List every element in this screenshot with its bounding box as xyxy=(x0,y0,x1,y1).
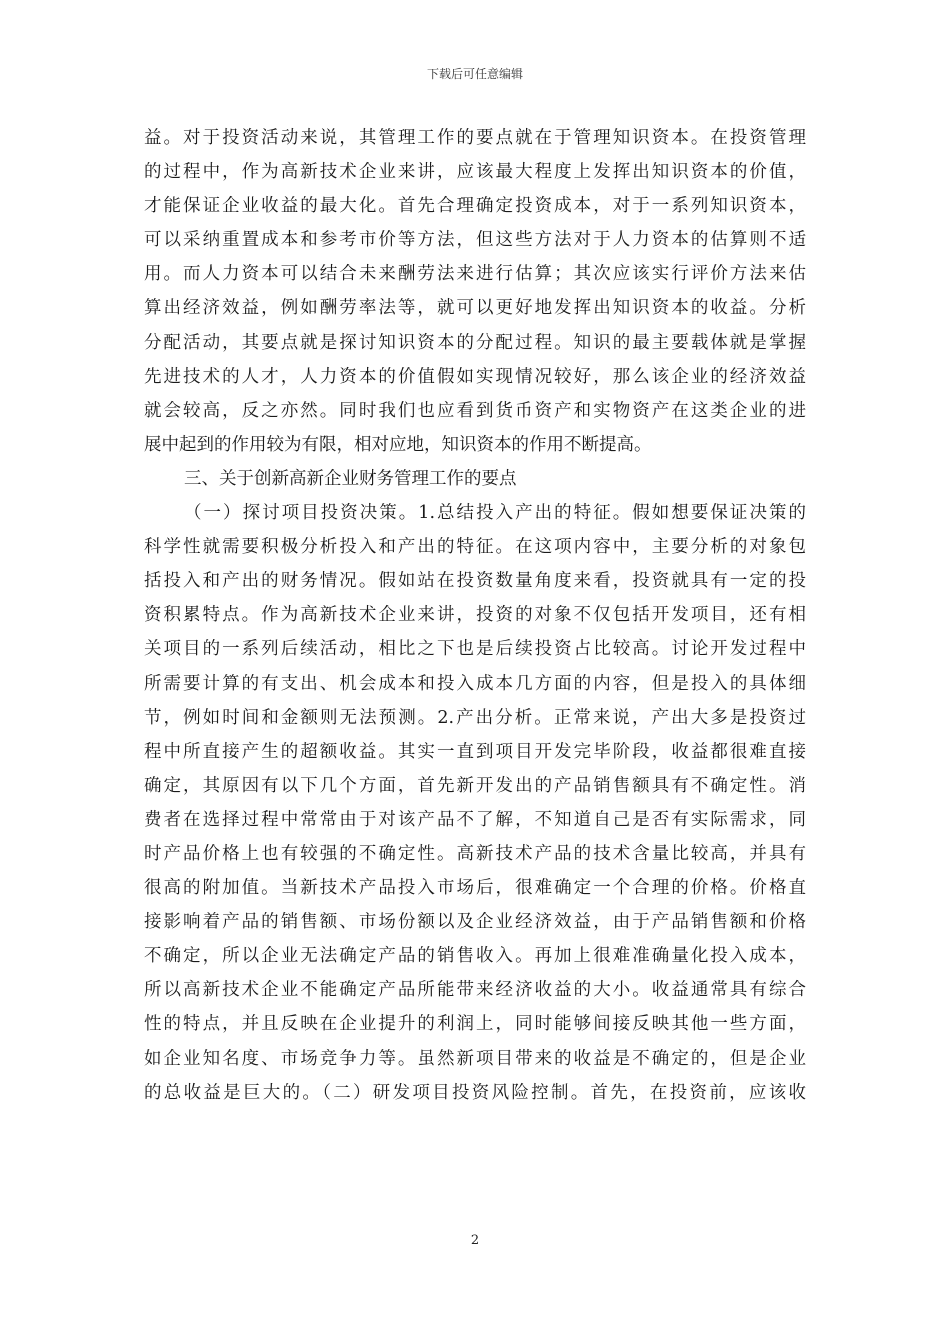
page-header: 下载后可任意编辑 xyxy=(426,67,523,81)
section-heading xyxy=(144,462,806,496)
text-line: 性的特点，并且反映在企业提升的利润上，同时能够间接反映其他一些方面， xyxy=(144,1014,806,1035)
text-line: 的过程中，作为高新技术企业来讲，应该最大程度上发挥出知识资本的价值， xyxy=(144,162,806,183)
text-line: 括投入和产出的财务情况。假如站在投资数量角度来看，投资就具有一定的投 xyxy=(144,571,806,592)
text-line: 的总收益是巨大的。（二）研发项目投资风险控制。首先，在投资前，应该收 xyxy=(144,1082,806,1103)
text-line: 很高的附加值。当新技术产品投入市场后，很难确定一个合理的价格。价格直 xyxy=(144,878,806,899)
body-text xyxy=(144,121,806,1110)
text-line: 资积累特点。作为高新技术企业来讲，投资的对象不仅包括开发项目，还有相 xyxy=(144,605,806,626)
text-line: 如企业知名度、市场竞争力等。虽然新项目带来的收益是不确定的，但是企业 xyxy=(144,1048,806,1069)
text-line: 就会较高，反之亦然。同时我们也应看到货币资产和实物资产在这类企业的进 xyxy=(144,400,806,421)
text-line: 展中起到的作用较为有限，相对应地，知识资本的作用不断提高。 xyxy=(144,434,652,455)
text-line: 科学性就需要积极分析投入和产出的特征。在这项内容中，主要分析的对象包 xyxy=(144,537,806,558)
text-line: 所以高新技术企业不能确定产品所能带来经济收益的大小。收益通常具有综合 xyxy=(144,980,806,1001)
text-line: 先进技术的人才，人力资本的价值假如实现情况较好，那么该企业的经济效益 xyxy=(144,366,806,387)
text-line: 不确定，所以企业无法确定产品的销售收入。再加上很难准确量化投入成本， xyxy=(144,946,806,967)
text-line: 所需要计算的有支出、机会成本和投入成本几方面的内容，但是投入的具体细 xyxy=(144,673,806,694)
paragraph-knowledge-capital xyxy=(144,121,806,462)
text-line: 费者在选择过程中常常由于对该产品不了解，不知道自己是否有实际需求，同 xyxy=(144,809,806,830)
text-line: 益。对于投资活动来说，其管理工作的要点就在于管理知识资本。在投资管理 xyxy=(144,128,806,148)
text-line: 才能保证企业收益的最大化。首先合理确定投资成本，对于一系列知识资本， xyxy=(144,196,806,217)
text-line: 节，例如时间和金额则无法预测。2.产出分析。正常来说，产出大多是投资过 xyxy=(144,707,806,728)
text-line: 接影响着产品的销售额、市场份额以及企业经济效益，由于产品销售额和价格 xyxy=(144,912,806,933)
text-line: 确定，其原因有以下几个方面，首先新开发出的产品销售额具有不确定性。消 xyxy=(144,775,806,796)
text-line: 时产品价格上也有较强的不确定性。高新技术产品的技术含量比较高，并具有 xyxy=(144,843,806,864)
text-line: 分配活动，其要点就是探讨知识资本的分配过程。知识的最主要载体就是掌握 xyxy=(144,332,806,353)
text-line: 关项目的一系列后续活动，相比之下也是后续投资占比较高。讨论开发过程中 xyxy=(144,639,806,660)
text-line: 算出经济效益，例如酬劳率法等，就可以更好地发挥出知识资本的收益。分析 xyxy=(144,298,806,319)
text-line: （一）探讨项目投资决策。1.总结投入产出的特征。假如想要保证决策的 xyxy=(184,503,806,524)
section-heading-text: 三、关于创新高新企业财务管理工作的要点 xyxy=(184,468,517,489)
text-line: 可以采纳重置成本和参考市价等方法，但这些方法对于人力资本的估算则不适 xyxy=(144,230,806,251)
text-line: 程中所直接产生的超额收益。其实一直到项目开发完毕阶段，收益都很难直接 xyxy=(144,741,806,762)
page-number: 2 xyxy=(470,1233,480,1248)
paragraph-investment-decision xyxy=(144,496,806,1110)
text-line: 用。而人力资本可以结合未来酬劳法来进行估算；其次应该实行评价方法来估 xyxy=(144,264,806,285)
